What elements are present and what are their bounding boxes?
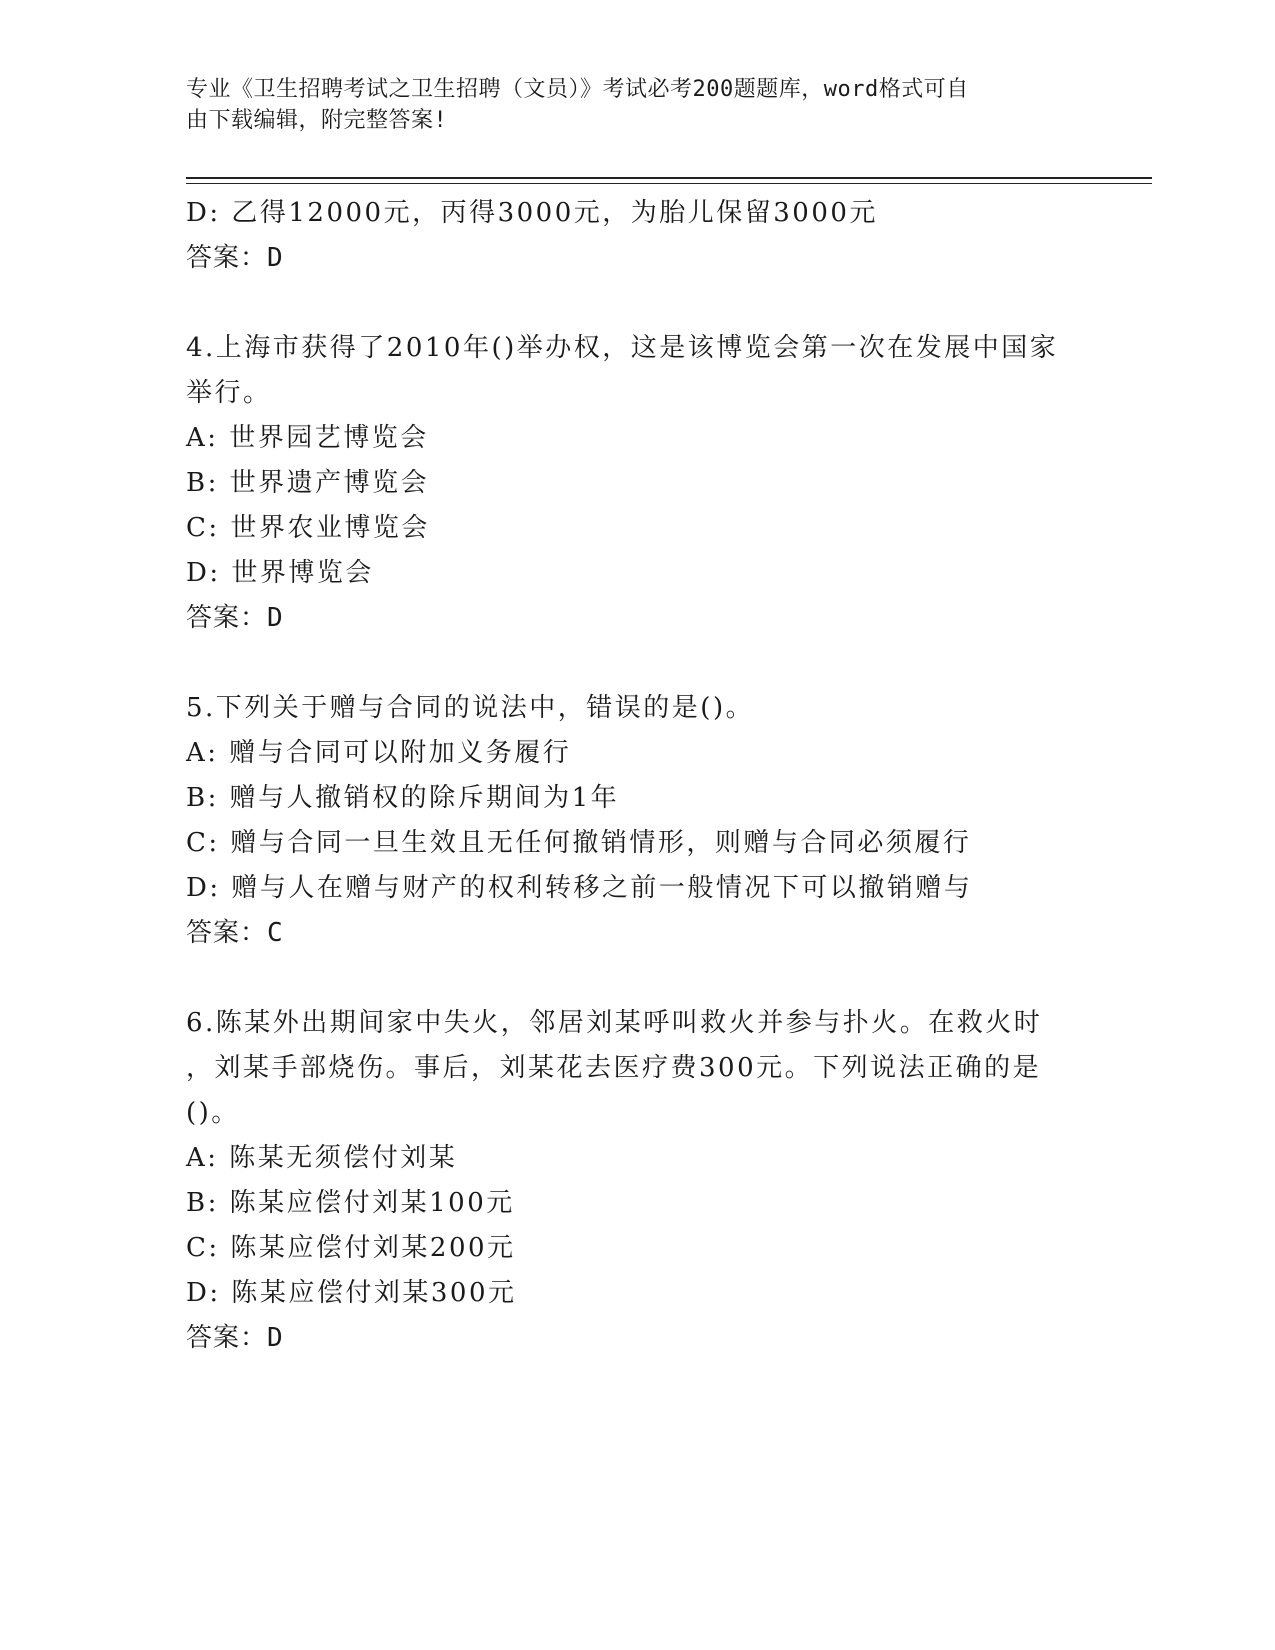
answer-line: 答案：D — [186, 603, 284, 633]
answer-line: 答案：C — [186, 918, 284, 948]
header-divider-thick — [186, 177, 1152, 179]
question-5 — [186, 686, 1086, 956]
question-stem-line: 举行。 — [186, 378, 272, 408]
question-6 — [186, 1001, 1086, 1361]
question-stem-line: ，刘某手部烧伤。事后，刘某花去医疗费300元。下列说法正确的是 — [186, 1053, 1042, 1083]
option-d: D: 陈某应偿付刘某300元 — [186, 1278, 517, 1308]
option-d: D: 赠与人在赠与财产的权利转移之前一般情况下可以撤销赠与 — [186, 873, 973, 903]
document-header — [186, 74, 1066, 136]
option-b: B: 陈某应偿付刘某100元 — [186, 1188, 515, 1218]
spacer — [186, 281, 1086, 326]
option-b: B: 赠与人撤销权的除斥期间为1年 — [186, 783, 620, 813]
header-line-1: 专业《卫生招聘考试之卫生招聘（文员）》考试必考200题题库，word格式可自 — [186, 77, 969, 102]
option-d: D: 世界博览会 — [186, 558, 374, 588]
question-4 — [186, 326, 1086, 641]
header-divider-thin — [186, 183, 1152, 184]
option-b: B: 世界遗产博览会 — [186, 468, 430, 498]
option-d: D: 乙得12000元，丙得3000元，为胎儿保留3000元 — [186, 198, 878, 228]
prev-question-tail — [186, 191, 1086, 281]
option-c: C: 世界农业博览会 — [186, 513, 430, 543]
header-line-2: 由下载编辑，附完整答案! — [186, 108, 448, 133]
option-a: A: 世界园艺博览会 — [186, 423, 429, 453]
question-stem-line: 4.上海市获得了2010年()举办权，这是该博览会第一次在发展中国家 — [186, 333, 1059, 363]
option-c: C: 陈某应偿付刘某200元 — [186, 1233, 516, 1263]
question-stem-line: 6.陈某外出期间家中失火，邻居刘某呼叫救火并参与扑火。在救火时 — [186, 1008, 1043, 1038]
question-stem-line: 5.下列关于赠与合同的说法中，错误的是()。 — [186, 693, 755, 723]
option-a: A: 赠与合同可以附加义务履行 — [186, 738, 572, 768]
option-a: A: 陈某无须偿付刘某 — [186, 1143, 458, 1173]
spacer — [186, 956, 1086, 1001]
question-stem-line: ()。 — [186, 1098, 240, 1128]
answer-line: 答案：D — [186, 1323, 284, 1353]
answer-line: 答案：D — [186, 243, 284, 273]
question-list — [186, 191, 1086, 1361]
option-c: C: 赠与合同一旦生效且无任何撤销情形，则赠与合同必须履行 — [186, 828, 972, 858]
spacer — [186, 641, 1086, 686]
